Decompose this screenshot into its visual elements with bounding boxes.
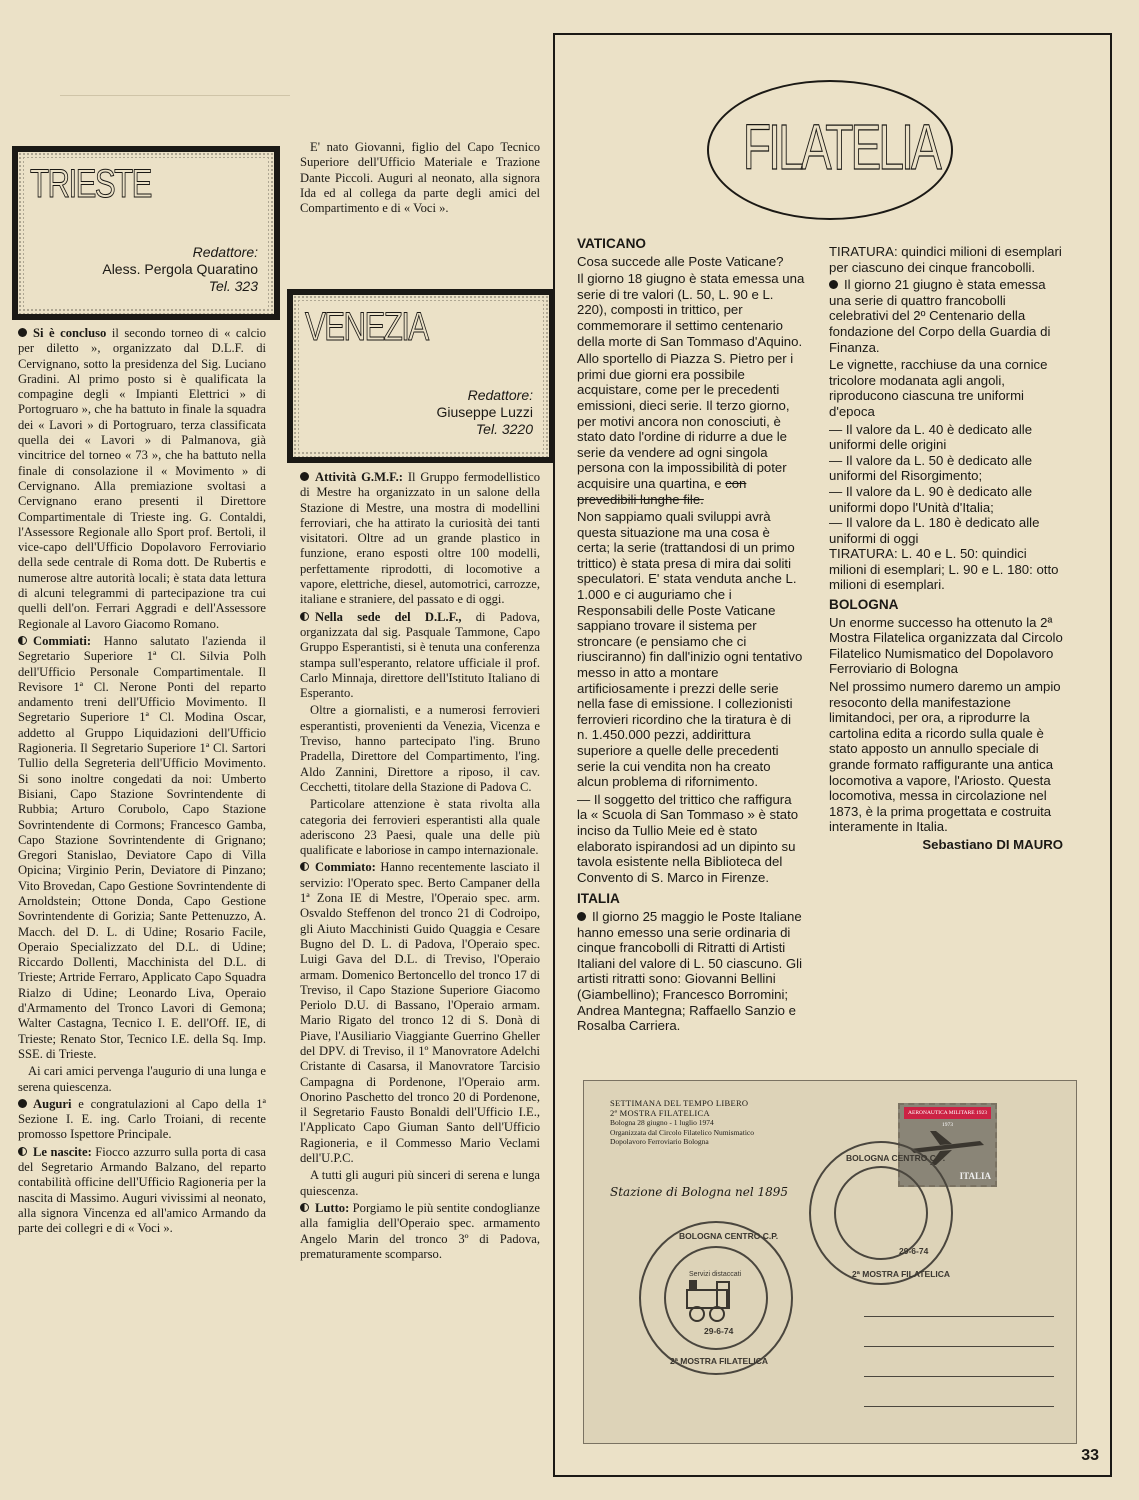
trieste-paragraph: Le nascite: Fiocco azzurro sulla porta di casa del Segretario Armando Balzano, del reparto contabilità officine dell'Ufficio Ragioneria per la nascita di Massimo. Auguri vivissimi al neonato, alla signora Vincenza ed all'amico Armando da parte dei collegri e di « Voci ». bbox=[18, 1144, 266, 1236]
postmark-large-date: 29-6-74 bbox=[704, 1326, 734, 1336]
bologna-p2: Nel prossimo numero daremo un ampio resoconto della manifestazione limitandoci, per ora, a riprodurre la cartolina edita a ricordo sulla quale è stato apposto un annullo speciale di grande formato raffigurante una antica locomotiva a vapore, l'Ariosto. Questa locomotiva, messa in circolazione nel 1873, è la prima progettata e costruita interamente in Italia. bbox=[829, 679, 1061, 835]
venezia-redattore-label: Redattore: bbox=[467, 387, 533, 403]
bologna-heading: BOLOGNA bbox=[829, 597, 899, 613]
half-bullet-icon bbox=[300, 1203, 309, 1212]
postmark-stamp-text: BOLOGNA CENTRO C.P. bbox=[846, 1153, 946, 1163]
venezia-paragraph: A tutti gli auguri più sinceri di serena e lunga quiescenza. bbox=[300, 1168, 540, 1198]
page-number: 33 bbox=[1081, 1447, 1099, 1464]
vaticano-p1: Cosa succede alle Poste Vaticane? bbox=[577, 253, 784, 269]
trieste-tel: Tel. 323 bbox=[208, 278, 258, 294]
venezia-title: VENEZIA bbox=[305, 305, 428, 349]
trieste-continuation bbox=[300, 140, 540, 268]
half-bullet-icon bbox=[18, 1147, 27, 1156]
italia-p1: Il giorno 25 maggio le Poste Italiane hanno emesso una serie ordinaria di cinque francobolli di Ritratti di Artisti Italiani del valore di L. 50 ciascuno. Gli artisti ritratti sono: Giovanni Bellini (Giambellino); Francesco Borromini; Andrea Mantegna; Raffaello Sanzio e Rosalba Carriera. bbox=[577, 908, 803, 1034]
signature: Sebastiano DI MAURO bbox=[922, 836, 1063, 852]
trieste-paragraph: Auguri e congratulazioni al Capo della 1ª Sezione I. E. ing. Carlo Troiani, di recente promosso Ispettore Principale. bbox=[18, 1096, 266, 1142]
vaticano-p4: Non sappiamo quali sviluppi avrà questa situazione ma una cosa è certa; la serie (trattandosi di un primo trittico) è stata presa di mira dai soliti speculatori. E' stata venduta anche L. 1.000 e ci auguriamo che i Responsabili delle Poste Vaticane sappiano trovare il sistema per stroncare (e pensiamo che ci riusciranno) fin dall'inizio ogni tentativo messo in atto a montare artificiosamente i prezzi delle serie nella fase di emissione. I collezionisti ferrovieri ricordino che la tiratura è di n. 1.450.000 pezzi, addirittura superiore a quelle delle precedenti serie la cui vendita non ha creato alcun problema di rifornimento. bbox=[577, 509, 803, 790]
venezia-paragraph: Particolare attenzione è stata rivolta alla categoria dei ferrovieri esperantisti alla quale aderiscono 23 Paesi, quale una delle più qualificate e laboriose in campo internazionale. bbox=[300, 797, 540, 858]
vaticano-heading: VATICANO bbox=[577, 236, 646, 251]
italia-value-90: — Il valore da L. 90 è dedicato alle uniformi dopo l'Unità d'Italia; bbox=[829, 483, 1033, 515]
bullet-icon bbox=[18, 1099, 27, 1108]
italia-tiratura: TIRATURA: quindici milioni di esemplari per ciascuno dei cinque francobolli. bbox=[829, 244, 1062, 275]
postcard-header: SETTIMANA DEL TEMPO LIBERO 2ª MOSTRA FILATELICA Bologna 28 giugno - 1 luglio 1974 Organizzata dal Circolo Filatelico Numismatico Dopolavoro Ferroviario Bologna bbox=[610, 1098, 754, 1146]
half-bullet-icon bbox=[300, 862, 309, 871]
venezia-paragraph: Lutto: Porgiamo le più sentite condoglianze alla famiglia dell'Operaio spec. armamento Angelo Marin del tronco 3º di Padova, prematuramente scomparso. bbox=[300, 1200, 540, 1261]
trieste-column bbox=[18, 326, 266, 1466]
address-line-3 bbox=[864, 1376, 1054, 1377]
italia-heading: ITALIA bbox=[577, 891, 620, 907]
venezia-paragraph: Oltre a giornalisti, e a numerosi ferrovieri esperantisti, provenienti da Venezia, Vicenza e Treviso, hanno partecipato l'ing. Bruno Pradella, Direttore del Compartimento, l'ing. Aldo Zannini, Direttore a riposo, il cav. Cecchetti, titolare della Stazione di Padova C. bbox=[300, 703, 540, 794]
postcard-script: Stazione di Bologna nel 1895 bbox=[610, 1185, 789, 1199]
italia-value-40: — Il valore da L. 40 è dedicato alle uniformi delle origini bbox=[829, 421, 1033, 453]
trieste-header bbox=[12, 146, 280, 320]
address-line-2 bbox=[864, 1346, 1054, 1347]
italia-p2: Il giorno 21 giugno è stata emessa una serie di quattro francobolli celebrativi del 2º Centenario della fondazione del Corpo della Guardia di Finanza. bbox=[829, 277, 1051, 355]
postmark-large-text: BOLOGNA CENTRO C.P. bbox=[679, 1231, 779, 1241]
postmark-large-subtext: Servizi distaccati bbox=[689, 1271, 742, 1278]
trieste-paragraph: E' nato Giovanni, figlio del Capo Tecnico Superiore dell'Ufficio Materiale e Trazione Dante Piccoli. Auguri al neonato, alla signora Ida ed al collega da parte degli amici del Compartimento e di « Voci ». bbox=[300, 140, 540, 216]
bullet-icon bbox=[300, 472, 309, 481]
trieste-paragraph: Ai cari amici pervenga l'augurio di una lunga e serena quiescenza. bbox=[18, 1064, 266, 1094]
venezia-tel: Tel. 3220 bbox=[475, 421, 533, 437]
postmark-stamp-date: 29-6-74 bbox=[899, 1246, 929, 1256]
top-rule-left bbox=[60, 95, 290, 96]
trieste-redattore-name: Aless. Pergola Quaratino bbox=[102, 261, 258, 277]
trieste-title: TRIESTE bbox=[30, 162, 151, 206]
half-bullet-icon bbox=[300, 612, 309, 621]
venezia-header bbox=[287, 289, 555, 463]
vaticano-p3: Allo sportello di Piazza S. Pietro per i primi due giorni era possibile acquistare, come per le precedenti emissioni, dieci serie. Il terzo giorno, per motivi ancora non conosciuti, è stato dato l'ordine di ridurre a due le serie da vendere ad ogni singola persona con la impossibilità di poter acquisire una quartina, e con prevedibili lunghe file. bbox=[577, 351, 794, 507]
filatelia-title: FILATELIA bbox=[742, 111, 939, 183]
bologna-p1: Un enorme successo ha ottenuto la 2ª Mostra Filatelica organizzata dal Circolo Filatelico Numismatico del Dopolavoro Ferroviario di Bologna bbox=[829, 614, 1063, 677]
venezia-redattore-name: Giuseppe Luzzi bbox=[436, 404, 533, 420]
postmark-stamp-bottom: 2ª MOSTRA FILATELICA bbox=[852, 1269, 951, 1279]
trieste-paragraph: Si è concluso il secondo torneo di « calcio per diletto », organizzato dal D.L.F. di Cervignano, sotto la presidenza del Sig. Luciano Gradini. Al primo posto si è qualificata la compagine degli « Impianti Elettrici » di Portogruaro », che ha battuto in finale la squadra dei « Lavori » di Portogruaro, terza classificata quella dei « Lavori » di Palmanova, già vincitrice del torneo « 73 », che ha battuto nella finale di consolazione il « Movimento » di Cervignano. Alla premiazione svoltasi a Cervignano erano presenti il Direttore Compartimentale di Trieste ing. G. Contaldi, l'Assessore Regionale allo Sport prof. Bertoli, il vice-capo dell'Ufficio Dopolavoro Ferroviario della sede centrale di Roma dott. De Rubertis e numerose altre autorità locali; è stata data lettura di alcuni telegrammi di partecipazione tra cui quelli dell'on. Ferrari Aggradi e dell'Assessore Regionale al Lavoro Giacomo Romano. bbox=[18, 326, 266, 631]
half-bullet-icon bbox=[18, 636, 27, 645]
vaticano-p5: — Il soggetto del trittico che raffigura la « Scuola di San Tommaso » è stato inciso da Tullio Meie ed è stato elaborato ispirandosi ad un dipinto su tavola esistente nella Biblioteca del Convento di S. Marco in Firenze. bbox=[577, 791, 799, 885]
trieste-redattore-label: Redattore: bbox=[192, 244, 258, 260]
filatelia-left-column bbox=[577, 236, 805, 1066]
locomotive-icon bbox=[677, 1276, 747, 1326]
venezia-column bbox=[300, 470, 540, 1460]
stamp: AERONAUTICA MILITARE 1923 1973 ITALIA bbox=[898, 1103, 997, 1187]
address-line-4 bbox=[864, 1406, 1054, 1407]
italia-value-50: — Il valore da L. 50 è dedicato alle uniformi del Risorgimento; bbox=[829, 452, 1033, 484]
venezia-paragraph: Commiato: Hanno recentemente lasciato il servizio: l'Operato spec. Berto Campaner della 1ª Zona IE di Mestre, l'Operaio spec. arm. Osvaldo Steffenon del tronco 21 di Codroipo, gli Aiuto Macchinisti Guido Quaggia e Cesare Bugno del D. L. di Padova, l'Operaio spec. Luigi Gava del D.L. di Treviso, l'Operaio armam. Domenico Bertoncello del tronco 17 di Treviso, il Capo Stazione Superiore Giacomo Periolo D.U. di Bassano, l'Operaio armam. Mario Rigato del tronco 12 di S. Donà di Piave, l'Ausiliario Viaggiante Guerrino Gheller del DPV. di Treviso, il 1º Manovratore Adelchi Cristante di Casarsa, il Manovratore Tarcisio Campagna di Pordenone, l'Operaio arm. Onorino Paschetto del tronco 20 di Pordenone, il Segretario Fausto Bonaldi dell'Ufficio I.E., l'Applicato Capo Giuman Santo dell'Ufficio Ragioneria, e il Commesso Mario Veclami dell'U.P.C. bbox=[300, 860, 540, 1166]
postcard-image bbox=[583, 1080, 1077, 1444]
bullet-icon bbox=[18, 328, 27, 337]
address-line-1 bbox=[864, 1316, 1054, 1317]
italia-tiratura2: TIRATURA: L. 40 e L. 50: quindici milioni di esemplari; L. 90 e L. 180: otto milioni di esemplari. bbox=[829, 546, 1059, 593]
venezia-paragraph: Nella sede del D.L.F., di Padova, organizzata dal sig. Pasquale Tammone, Capo Gruppo Esperantisti, si è tenuta una conferenza stampa sull'esperanto, relatore ufficiale il prof. Carlo Minnaja, direttore dell'Istituto Italiano di Esperanto. bbox=[300, 609, 540, 701]
vaticano-strike: con prevedibili lunghe file. bbox=[577, 475, 747, 507]
filatelia-right-column bbox=[829, 244, 1063, 1064]
filatelia-oval bbox=[707, 80, 953, 220]
postmark-large-bottom: 2ª MOSTRA FILATELICA bbox=[670, 1356, 769, 1366]
venezia-paragraph: Attività G.M.F.: Il Gruppo fermodellistico di Mestre ha organizzato in un salone della Stazione di Mestre, una mostra di modellini ferroviari, che ha attirato la curiosità dei tanti visitatori. Oltre ad un grande plastico in funzione, erano esposti oltre 100 modelli, perfettamente riprodotti, di locomotive a vapore, elettriche, diesel, automotrici, carrozze, italiane e straniere, del passato e di oggi. bbox=[300, 470, 540, 607]
vaticano-p2: Il giorno 18 giugno è stata emessa una serie di tre valori (L. 50, L. 90 e L. 220), composti in trittico, per commemorare il settimo centenario della morte di San Tommaso d'Aquino. bbox=[577, 271, 805, 349]
italia-vignette: Le vignette, racchiuse da una cornice tricolore modanata agli angoli, riproducono ciascuna tre uniformi d'epoca bbox=[829, 357, 1048, 419]
trieste-paragraph: Commiati: Hanno salutato l'azienda il Segretario Superiore 1ª Cl. Silvia Polh dell'Ufficio Personale Compartimentale. Il Revisore 1ª Cl. Nerone Ponti del reparto andamento treni dell'Ufficio Movimento. Il Segretario Superiore 1ª Cl. Modina Oscar, addetto al Gruppo Liquidazioni dell'Ufficio Ragioneria. Il Segretario Superiore 1ª Cl. Sartori Tullio della Segreteria dell'Ufficio Movimento. Si sono inoltre congedati da noi: Umberto Bisiani, Capo Stazione Sovrintendente di Rubbia; Arturo Corubolo, Capo Stazione Sovrintendente di Cormons; Francesco Gamba, Capo Stazione Sovrintendente di Grignano; Gregori Stanislao, Deviatore Capo di Villa Opicina; Virginio Perin, Deviatore di Pinzano; Vito Brovedan, Capo Gestione Sovrintendente di Arnoldstein; Ottone Donda, Capo Gestione Sovrintendente di Gorizia; Sante Pettenuzzo, A. Macch. del D. L. di Udine; Rosario Facile, Operaio Specializzato del D.L. di Udine; Riccardo Dollenti, Macchinista del D.L. di Trieste; Artride Ferraro, Applicato Capo Squadra Rialzo di Udine; Leonardo Liva, Operaio d'Armamento del Tronco Lavori di Gemona; Walter Castagna, Tecnico I. E. dell'Off. IE, di Trieste; Renato Stor, Tecnico I.E. della Sq. Imp. SSE. di Trieste. bbox=[18, 633, 266, 1061]
italia-value-180: — Il valore da L. 180 è dedicato alle uniformi di oggi bbox=[829, 515, 1040, 546]
